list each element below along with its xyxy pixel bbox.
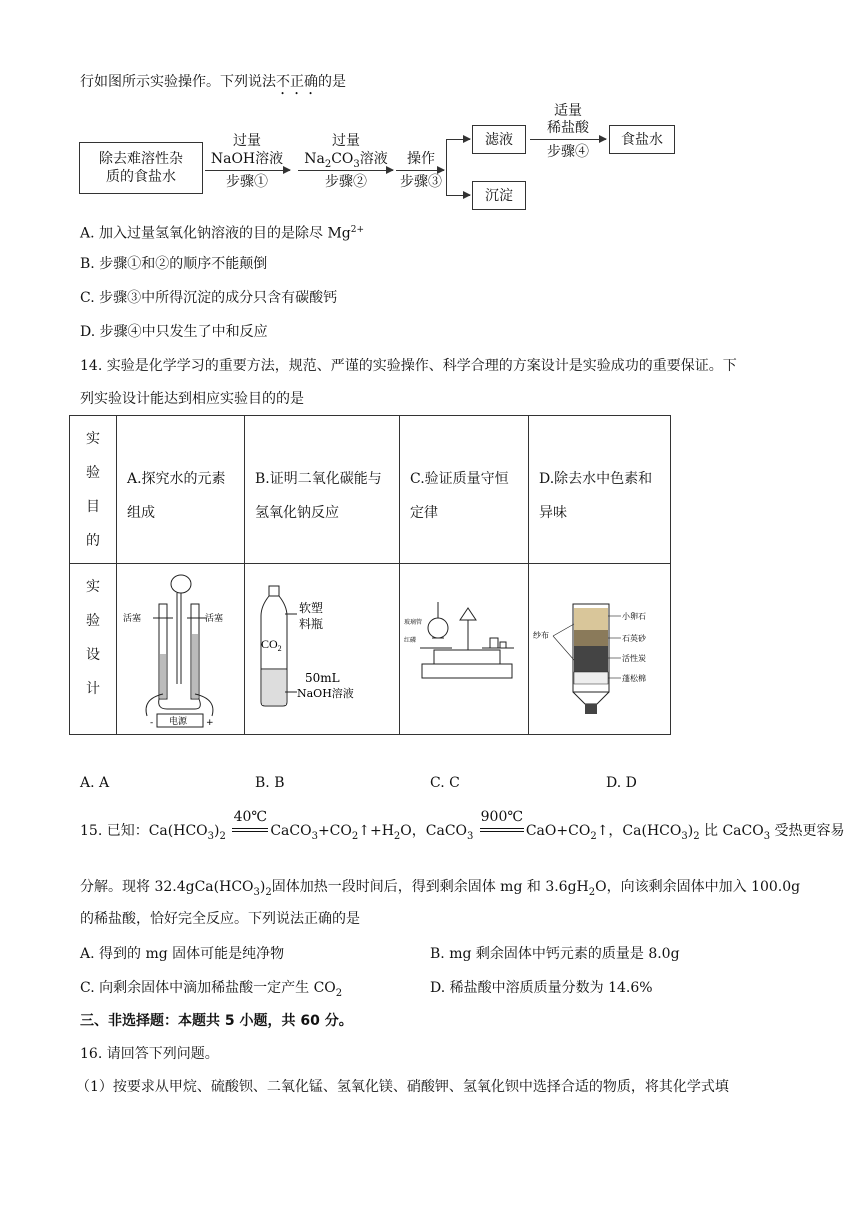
branch-line [446, 139, 447, 195]
question-intro [80, 72, 346, 98]
minus-label: - [150, 718, 154, 728]
flow-start-box [79, 142, 203, 194]
step2-bottom: 步骤② [325, 174, 367, 190]
end-box [609, 125, 675, 154]
purpose-a: A.探究水的元素 组成 [117, 416, 245, 564]
cloth-label: 纱布 [533, 631, 549, 640]
q16-stem-line2: （1）按要求从甲烷、硫酸钡、二氧化锰、氢氧化镁、硝酸钾、氢氧化钡中选择合适的物质，将其化学式填 [76, 1079, 729, 1095]
intro-text: 行如图所示实验操作。下列说法 [80, 74, 276, 90]
layer3-label: 活性炭 [622, 654, 646, 663]
arrow-filtrate [446, 139, 470, 140]
gas-label: $CO_2$ [261, 637, 282, 653]
end-text: 食盐水 [621, 131, 663, 148]
q15-stem-line2: 分解。现将 $32.4gCa(HCO_3)_2$固体加热一段时间后，得到剩余固体 mg 和 $3.6gH_2O$，向该剩余固体中加入 100.0g [80, 879, 801, 898]
electrolysis-apparatus-figure [117, 564, 244, 730]
filtrate-text: 滤液 [485, 131, 513, 148]
step3-bottom: 步骤③ [400, 174, 442, 190]
filtrate-box [472, 125, 526, 154]
intro-text-end: 的是 [318, 74, 346, 90]
arrow-step1 [205, 170, 290, 171]
tube-label: 玻璃管 [404, 619, 423, 626]
q14-stem-line2: 列实验设计能达到相应实验目的的是 [80, 391, 304, 407]
balance-figure [400, 564, 528, 730]
q15-option-c: C. 向剩余固体中滴加稀盐酸一定产生 $CO_2$ [80, 980, 343, 999]
step2-mid: $Na_2CO_3$溶液 [304, 151, 388, 170]
intro-emphasis: 不正确 [276, 74, 318, 90]
q13-option-c: C. 步骤③中所得沉淀的成分只含有碳酸钙 [80, 290, 338, 306]
q15-option-b: B. mg 剩余固体中钙元素的质量是 8.0g [430, 946, 680, 962]
q15-option-d: D. 稀盐酸中溶质质量分数为 14.6% [430, 980, 653, 996]
step4-top2: 稀盐酸 [547, 120, 589, 136]
bottle-label-2: 料瓶 [299, 617, 324, 631]
bottle-label-1: 软塑 [299, 601, 324, 615]
step1-mid: NaOH溶液 [210, 151, 284, 167]
step4-bottom: 步骤④ [547, 144, 589, 160]
row-head-purpose: 实 验 目 的 [70, 416, 117, 564]
phosphorus-label: 红磷 [404, 637, 417, 644]
arrow-precipitate [446, 195, 470, 196]
q13-option-a: A. 加入过量氢氧化钠溶液的目的是除尽 $Mg^{2+}$ [80, 225, 365, 242]
soft-bottle-figure [245, 564, 399, 730]
q13-option-b: B. 步骤①和②的顺序不能颠倒 [80, 256, 268, 272]
layer2-label: 石英砂 [622, 634, 646, 643]
q15-stem-line1: 15. 已知：$Ca(HCO_3)_2$ 40℃ $CaCO_3+CO_2↑+H_2O$，CaCO$_3$ 900℃ $CaO+CO_2↑$，$Ca(HCO_3)_2$ 比 CaCO$_3$ 受热更容易 [80, 820, 845, 848]
q15-stem-line3: 的稀盐酸，恰好完全反应。下列说法正确的是 [80, 911, 360, 927]
purpose-d: D.除去水中色素和 异味 [529, 416, 671, 564]
valve-left-label: 活塞 [123, 614, 142, 624]
q13-option-d: D. 步骤④中只发生了中和反应 [80, 324, 268, 340]
q16-stem-line1: 16. 请回答下列问题。 [80, 1046, 219, 1062]
layer1-label: 小卵石 [622, 612, 646, 621]
arrow-step2 [298, 170, 393, 171]
step1-top: 过量 [233, 133, 261, 149]
condition-900c: 900℃ [480, 809, 524, 825]
row-head-design: 实 验 设 计 [70, 564, 117, 735]
arrow-step3 [396, 170, 444, 171]
precipitate-box [472, 181, 526, 210]
valve-right-label: 活塞 [205, 614, 224, 624]
q14-table [69, 415, 671, 735]
q14-option-c: C. C [430, 775, 460, 791]
condition-40c: 40℃ [233, 809, 268, 825]
layer4-label: 蓬松棉 [622, 674, 646, 683]
purpose-c: C.验证质量守恒 定律 [400, 416, 529, 564]
design-a [117, 564, 245, 735]
step4-top1: 适量 [554, 103, 582, 119]
q14-option-d: D. D [606, 775, 637, 791]
design-c [400, 564, 529, 735]
volume-label: 50mL [305, 671, 340, 685]
purpose-b: B.证明二氧化碳能与 氢氧化钠反应 [245, 416, 400, 564]
power-label: 电源 [169, 717, 188, 727]
design-b [245, 564, 400, 735]
section-heading: 三、非选择题：本题共 5 小题，共 60 分。 [80, 1013, 353, 1029]
design-d [529, 564, 671, 735]
arrow-step4 [530, 139, 606, 140]
water-filter-figure [529, 564, 670, 730]
step1-bottom: 步骤① [226, 174, 268, 190]
q14-option-a: A. A [80, 775, 110, 791]
flow-start-text: 除去难溶性杂质的食盐水 [99, 151, 183, 185]
q14-stem-line1: 14. 实验是化学学习的重要方法，规范、严谨的实验操作、科学合理的方案设计是实验成功的重要保证。下 [80, 358, 737, 374]
naoh-label: NaOH溶液 [297, 687, 354, 700]
step3-top: 操作 [407, 151, 435, 167]
q14-option-b: B. B [255, 775, 285, 791]
step2-top: 过量 [332, 133, 360, 149]
plus-label: + [206, 718, 214, 728]
q15-option-a: A. 得到的 mg 固体可能是纯净物 [80, 946, 285, 962]
precipitate-text: 沉淀 [485, 187, 513, 204]
